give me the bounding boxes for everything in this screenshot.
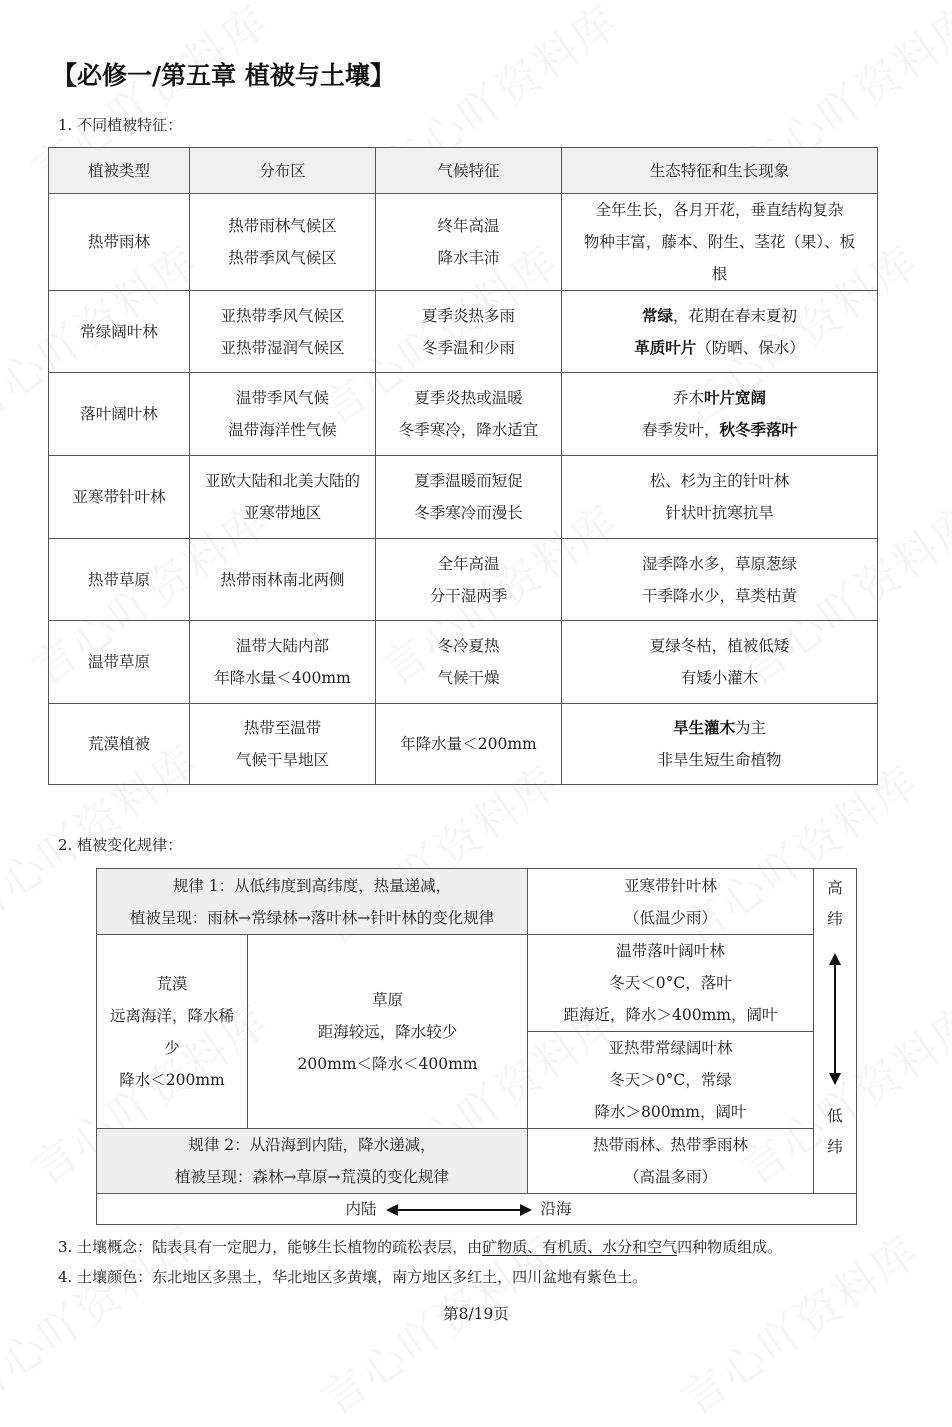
climate-line: 冬季寒冷，降水适宜 xyxy=(398,421,539,439)
rule-2-line-2: 植被呈现：森林→草原→荒漠的变化规律 xyxy=(175,1168,449,1186)
soil-concept-suffix: 四种物质组成。 xyxy=(677,1238,783,1256)
distribution-line: 温带季风气候 xyxy=(235,389,329,407)
soil-color-paragraph: 4. 土壤颜色：东北地区多黑土，华北地区多黄壤，南方地区多红土，四川盆地有紫色土。 xyxy=(58,1268,648,1286)
table-row xyxy=(49,194,878,291)
vegetation-type-cell: 热带草原 xyxy=(49,539,190,621)
header-ecology: 生态特征和生长现象 xyxy=(562,148,878,194)
ecology-keyword-bold: 叶片宽阔 xyxy=(704,388,767,407)
climate-line: 夏季炎热或温暖 xyxy=(414,389,523,407)
inland-coast-axis-cell xyxy=(97,1194,857,1225)
latitude-high-char-2: 纬 xyxy=(827,910,843,928)
rule-1-cell xyxy=(97,869,528,935)
inland-label: 内陆 xyxy=(345,1199,377,1218)
climate-line: 分干湿两季 xyxy=(429,586,508,605)
vegetation-type-cell: 常绿阔叶林 xyxy=(49,291,190,373)
ecology-line xyxy=(566,382,873,414)
ecology-line xyxy=(566,226,873,258)
ecology-line xyxy=(566,744,873,776)
climate-cell xyxy=(376,704,562,785)
header-vegetation-type: 植被类型 xyxy=(49,148,190,194)
ecology-keyword-bold: 秋冬季落叶 xyxy=(719,420,798,439)
ecology-cell xyxy=(562,704,878,785)
vegetation-change-rules-table xyxy=(96,868,857,1225)
ecology-line xyxy=(566,662,873,694)
rule-2-cell xyxy=(97,1129,528,1194)
ecology-text: 全年生长，各月开花，垂直结构复杂 xyxy=(595,201,844,219)
latitude-high-char-1: 高 xyxy=(827,879,843,897)
ecology-keyword-bold: 旱生灌木 xyxy=(672,718,735,737)
latitude-axis-cell xyxy=(814,869,857,1194)
table-row xyxy=(97,1194,857,1225)
distribution-cell xyxy=(190,621,376,704)
table-row xyxy=(49,621,878,704)
distribution-line: 热带至温带 xyxy=(243,719,322,737)
ecology-line xyxy=(566,194,873,226)
grassland-desc: 距海较远，降水较少 xyxy=(317,1022,458,1041)
ecology-text: 松、杉为主的针叶林 xyxy=(649,472,790,490)
temperate-deciduous-temp: 冬天＜0°C，落叶 xyxy=(609,974,732,992)
climate-cell xyxy=(376,194,562,291)
soil-concept-prefix: 3. 土壤概念：陆表具有一定肥力，能够生长植物的疏松表层，由 xyxy=(58,1238,483,1256)
distribution-cell xyxy=(190,291,376,373)
distribution-line: 温带海洋性气候 xyxy=(228,421,337,439)
ecology-text: 根 xyxy=(711,265,728,283)
rule-1-line-1: 规律 1：从低纬度到高纬度，热量递减， xyxy=(172,876,452,895)
climate-cell xyxy=(376,373,562,456)
temperate-deciduous-cell xyxy=(528,935,814,1032)
subtropical-evergreen-temp: 冬天＞0°C，常绿 xyxy=(609,1071,732,1089)
table-row xyxy=(97,869,857,935)
ecology-text: 为主 xyxy=(735,719,767,737)
coast-label: 沿海 xyxy=(540,1199,572,1218)
double-arrow-horizontal-icon xyxy=(396,1209,522,1211)
distribution-cell xyxy=(190,373,376,456)
soil-components-underlined: 矿物质、有机质、水分和空气 xyxy=(482,1238,678,1256)
ecology-keyword-bold: 革质叶片 xyxy=(634,337,697,357)
ecology-line xyxy=(566,332,873,364)
distribution-cell xyxy=(190,704,376,785)
desert-precip: 降水＜200mm xyxy=(119,1070,225,1089)
ecology-keyword-bold: 常绿 xyxy=(641,305,673,325)
climate-line: 全年高温 xyxy=(437,554,500,573)
distribution-line: 亚热带季风气候区 xyxy=(220,306,345,325)
climate-line: 夏季炎热多雨 xyxy=(421,306,515,325)
table-row xyxy=(97,935,857,1032)
grassland-precip: 200mm＜降水＜400mm xyxy=(297,1054,478,1073)
distribution-line: 热带季风气候区 xyxy=(228,249,337,267)
table-row xyxy=(49,291,878,373)
header-distribution: 分布区 xyxy=(190,148,376,194)
ecology-line xyxy=(566,465,873,497)
climate-line: 气候干燥 xyxy=(437,669,500,687)
climate-line: 终年高温 xyxy=(437,217,500,235)
vegetation-type-cell: 荒漠植被 xyxy=(49,704,190,785)
table-row xyxy=(49,456,878,539)
climate-cell xyxy=(376,291,562,373)
desert-desc-2: 少 xyxy=(164,1038,180,1057)
ecology-text: 干季降水少，草类枯黄 xyxy=(641,586,797,605)
tropical-rainforest-name: 热带雨林、热带季雨林 xyxy=(592,1136,748,1154)
vegetation-type-cell: 亚寒带针叶林 xyxy=(49,456,190,539)
latitude-low-char-2: 纬 xyxy=(827,1138,843,1156)
latitude-high-label xyxy=(814,873,856,935)
soil-concept-paragraph xyxy=(58,1236,782,1257)
distribution-cell xyxy=(190,539,376,621)
header-climate: 气候特征 xyxy=(376,148,562,194)
page-title: 【必修一/第五章 植被与土壤】 xyxy=(52,61,395,90)
ecology-line xyxy=(566,548,873,580)
climate-line: 冬季温和少雨 xyxy=(421,338,515,357)
taiga-name: 亚寒带针叶林 xyxy=(623,876,717,895)
distribution-line: 温带大陆内部 xyxy=(235,637,329,655)
distribution-line: 气候干旱地区 xyxy=(235,751,329,769)
ecology-text: 乔木 xyxy=(672,389,704,407)
distribution-line: 热带雨林气候区 xyxy=(228,217,337,235)
distribution-line: 亚寒带地区 xyxy=(243,504,322,522)
ecology-text: 物种丰富，藤本、附生、茎花（果）、板 xyxy=(583,233,856,251)
ecology-text: 针状叶抗寒抗旱 xyxy=(665,504,774,522)
ecology-text: 湿季降水多，草原葱绿 xyxy=(641,554,797,573)
ecology-line xyxy=(566,414,873,446)
vegetation-type-cell: 温带草原 xyxy=(49,621,190,704)
distribution-line: 亚欧大陆和北美大陆的 xyxy=(204,472,360,490)
distribution-line: 热带雨林南北两侧 xyxy=(220,570,345,589)
subtropical-evergreen-precip: 降水＞800mm，阔叶 xyxy=(594,1103,747,1121)
ecology-cell xyxy=(562,194,878,291)
vegetation-type-cell: 落叶阔叶林 xyxy=(49,373,190,456)
ecology-text: 夏绿冬枯，植被低矮 xyxy=(649,637,790,655)
ecology-line xyxy=(566,712,873,744)
climate-line: 降水丰沛 xyxy=(437,249,500,267)
ecology-text: 有矮小灌木 xyxy=(680,669,759,687)
desert-desc-1: 远离海洋，降水稀 xyxy=(109,1006,234,1025)
temperate-deciduous-precip: 距海近，降水＞400mm，阔叶 xyxy=(563,1006,778,1024)
vegetation-type-cell: 热带雨林 xyxy=(49,194,190,291)
desert-cell xyxy=(97,935,248,1129)
ecology-line xyxy=(566,258,873,290)
section-1-heading: 1. 不同植被特征： xyxy=(58,116,183,134)
taiga-cell xyxy=(528,869,814,935)
ecology-line xyxy=(566,580,873,612)
vegetation-features-table xyxy=(48,147,878,785)
ecology-line xyxy=(566,630,873,662)
ecology-text: （防晒、保水） xyxy=(696,338,805,357)
grassland-name: 草原 xyxy=(371,990,403,1009)
ecology-cell xyxy=(562,456,878,539)
distribution-cell xyxy=(190,194,376,291)
ecology-cell xyxy=(562,539,878,621)
ecology-line xyxy=(566,300,873,332)
ecology-cell xyxy=(562,373,878,456)
double-arrow-vertical-icon xyxy=(834,963,836,1075)
distribution-line: 亚热带湿润气候区 xyxy=(220,338,345,357)
table-header-row xyxy=(49,148,878,194)
ecology-text: 非旱生短生命植物 xyxy=(657,751,782,769)
grassland-cell xyxy=(248,935,528,1129)
table-row xyxy=(97,1129,857,1194)
distribution-cell xyxy=(190,456,376,539)
climate-line: 冬季寒冷而漫长 xyxy=(414,504,523,522)
climate-line: 夏季温暖而短促 xyxy=(414,472,523,490)
climate-line: 年降水量＜200mm xyxy=(400,735,537,753)
rule-1-line-2: 植被呈现：雨林→常绿林→落叶林→针叶林的变化规律 xyxy=(129,908,495,927)
temperate-deciduous-name: 温带落叶阔叶林 xyxy=(616,942,725,960)
climate-cell xyxy=(376,539,562,621)
ecology-text: 春季发叶， xyxy=(641,421,720,439)
ecology-cell xyxy=(562,621,878,704)
page-indicator: 第8/19页 xyxy=(443,1305,509,1323)
ecology-line xyxy=(566,497,873,529)
desert-name: 荒漠 xyxy=(156,974,188,993)
tropical-rainforest-cell xyxy=(528,1129,814,1194)
distribution-line: 年降水量＜400mm xyxy=(214,669,351,687)
climate-cell xyxy=(376,456,562,539)
subtropical-evergreen-name: 亚热带常绿阔叶林 xyxy=(608,1039,733,1057)
climate-cell xyxy=(376,621,562,704)
ecology-text: ，花期在春末夏初 xyxy=(673,306,798,325)
subtropical-evergreen-cell xyxy=(528,1032,814,1129)
section-2-heading: 2. 植被变化规律： xyxy=(58,836,183,854)
latitude-low-char-1: 低 xyxy=(827,1107,843,1125)
ecology-cell xyxy=(562,291,878,373)
rule-2-line-1: 规律 2：从沿海到内陆，降水递减， xyxy=(188,1136,436,1154)
tropical-rainforest-climate: （高温多雨） xyxy=(623,1168,717,1186)
latitude-low-label xyxy=(814,1101,856,1163)
table-row xyxy=(49,373,878,456)
table-row xyxy=(49,704,878,785)
table-row xyxy=(49,539,878,621)
taiga-climate: （低温少雨） xyxy=(623,908,717,927)
climate-line: 冬冷夏热 xyxy=(437,637,500,655)
